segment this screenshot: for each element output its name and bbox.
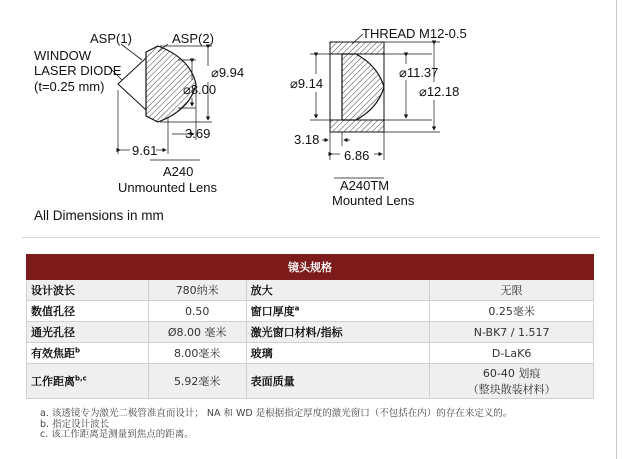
laser-window-cone — [118, 58, 146, 110]
dim-8-00: ⌀8.00 — [183, 82, 217, 97]
spec-value: N-BK7 / 1.517 — [430, 322, 594, 343]
spec-label: 设计波长 — [31, 284, 75, 297]
footnote-marker: b,c — [75, 374, 87, 383]
spec-label: 窗口厚度 — [250, 305, 295, 318]
spec-value: 无限 — [430, 280, 594, 301]
footnote-marker: a — [294, 304, 300, 313]
spec-value: 5.92毫米 — [148, 364, 246, 399]
footnote-b: b. 指定设计波长 — [40, 418, 110, 430]
spec-value: 8.00毫米 — [148, 343, 246, 364]
window-label-line2: LASER DIODE — [34, 63, 122, 78]
asp2-label: ASP(2) — [172, 31, 214, 46]
unmounted-caption: Unmounted Lens — [118, 180, 218, 195]
spec-table-title: 镜头规格 — [27, 255, 594, 280]
table-row — [27, 280, 594, 301]
spec-label: 工作距离 — [31, 375, 75, 388]
dim-11-37: ⌀11.37 — [399, 65, 439, 80]
thread-label: THREAD M12-0.5 — [362, 26, 467, 41]
window-label-line1: WINDOW — [34, 48, 92, 63]
table-row — [27, 301, 594, 322]
spec-value: 780纳米 — [148, 280, 246, 301]
window-label-line3: (t=0.25 mm) — [34, 79, 105, 94]
dim-9-94: ⌀9.94 — [211, 65, 245, 80]
spec-label: 数值孔径 — [31, 305, 75, 318]
footnotes — [40, 409, 512, 441]
asp1-label: ASP(1) — [90, 31, 132, 46]
spec-value: D-LaK6 — [430, 343, 594, 364]
footnote-marker: b — [75, 346, 81, 355]
dim-12-18: ⌀12.18 — [419, 84, 460, 99]
table-row — [27, 322, 594, 343]
table-row — [27, 343, 594, 364]
mounted-caption: Mounted Lens — [332, 193, 415, 208]
spec-label: 放大 — [250, 284, 273, 297]
spec-label: 通光孔径 — [31, 326, 75, 339]
spec-value: 0.25毫米 — [430, 301, 594, 322]
mounted-lens-figure — [290, 26, 467, 208]
footnote-a: a. 该透镜专为激光二极管准直而设计； NA 和 WD 是根据指定厚度的激光窗口（不包括在内）的存在来定义的。 — [40, 408, 513, 419]
spec-label: 激光窗口材料/指标 — [250, 326, 343, 339]
section-divider — [22, 237, 600, 238]
dim-3-69: 3.69 — [185, 126, 211, 141]
dim-3-18: 3.18 — [294, 132, 320, 147]
spec-value: 60-40 划痕 — [482, 367, 541, 380]
spec-label: 表面质量 — [250, 375, 295, 388]
spec-label: 有效焦距 — [31, 347, 75, 360]
spec-label: 玻璃 — [250, 347, 273, 360]
dim-9-61: 9.61 — [132, 143, 158, 158]
spec-value-note: （整块散装材料） — [467, 383, 556, 396]
unmounted-part-number: A240 — [163, 164, 194, 179]
dim-9-14: ⌀9.14 — [290, 76, 324, 91]
footnote-c: c. 该工作距离是测量到焦点的距离。 — [40, 429, 194, 440]
dim-6-86: 6.86 — [344, 148, 370, 163]
unmounted-lens-figure — [34, 31, 244, 195]
spec-value: Ø8.00 毫米 — [148, 322, 246, 343]
mounted-part-number: A240TM — [340, 178, 390, 193]
mounted-lens-body — [342, 54, 384, 120]
lens-spec-table — [26, 254, 594, 399]
dimension-units-note: All Dimensions in mm — [34, 208, 164, 223]
table-row — [27, 364, 594, 399]
spec-value: 0.50 — [148, 301, 246, 322]
